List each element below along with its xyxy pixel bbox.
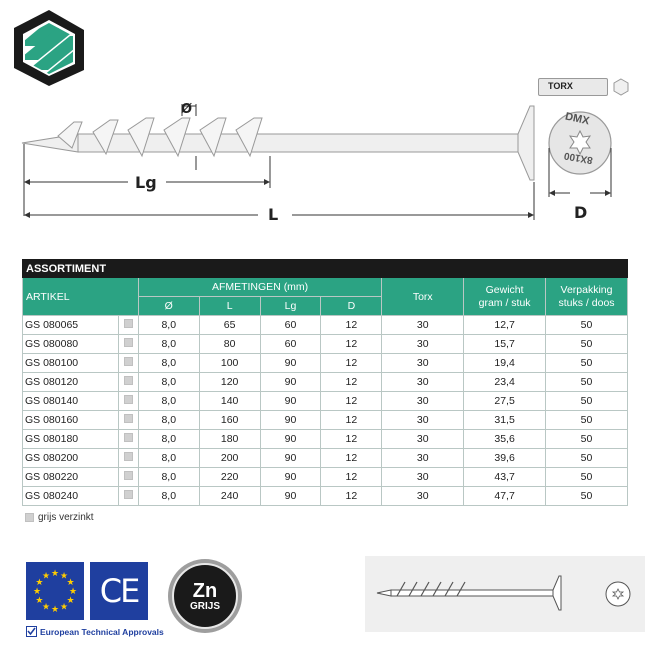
weight-cell: 39,6 xyxy=(464,449,546,468)
col-afmetingen: AFMETINGEN (mm) xyxy=(138,278,382,297)
eu-star-icon: ★ xyxy=(35,596,44,606)
zn-badge-inner xyxy=(172,563,238,629)
finish-cell xyxy=(118,411,138,430)
diameter-cell: 8,0 xyxy=(138,354,199,373)
packaging-cell: 50 xyxy=(546,373,628,392)
packaging-cell: 50 xyxy=(546,430,628,449)
finish-cell xyxy=(118,392,138,411)
torx-cell: 30 xyxy=(382,487,464,506)
diameter-cell: 8,0 xyxy=(138,335,199,354)
lg-cell: 90 xyxy=(260,468,321,487)
d-label: D xyxy=(574,203,588,222)
packaging-cell: 50 xyxy=(546,354,628,373)
eu-flag-icon xyxy=(26,562,84,620)
diameter-cell: 8,0 xyxy=(138,449,199,468)
weight-cell: 27,5 xyxy=(464,392,546,411)
diameter-cell: 8,0 xyxy=(138,392,199,411)
zn-label: Zn xyxy=(192,579,218,602)
l-cell: 160 xyxy=(199,411,260,430)
col-artikel: ARTIKEL xyxy=(23,278,139,316)
table-title-row xyxy=(23,260,628,278)
art-cell: GS 080100 xyxy=(23,354,119,373)
packaging-cell: 50 xyxy=(546,468,628,487)
art-cell: GS 080200 xyxy=(23,449,119,468)
grey-square-icon xyxy=(124,452,133,461)
torx-cell: 30 xyxy=(382,392,464,411)
d-cell: 12 xyxy=(321,487,382,506)
lg-cell: 60 xyxy=(260,316,321,335)
table-row xyxy=(23,335,628,354)
diameter-cell: 8,0 xyxy=(138,468,199,487)
table-row xyxy=(23,373,628,392)
grey-square-icon xyxy=(124,376,133,385)
packaging-cell: 50 xyxy=(546,487,628,506)
table-row xyxy=(23,316,628,335)
l-cell: 240 xyxy=(199,487,260,506)
table-row xyxy=(23,354,628,373)
torx-cell: 30 xyxy=(382,468,464,487)
l-cell: 180 xyxy=(199,430,260,449)
diameter-cell: 8,0 xyxy=(138,411,199,430)
table-row xyxy=(23,449,628,468)
l-cell: 120 xyxy=(199,373,260,392)
torx-bit-label: TORX xyxy=(548,81,573,91)
eu-star-icon: ★ xyxy=(59,602,69,613)
l-cell: 220 xyxy=(199,468,260,487)
packaging-cell: 50 xyxy=(546,392,628,411)
d-cell: 12 xyxy=(321,316,382,335)
eta-label: European Technical Approvals xyxy=(40,626,164,637)
head-mark-top: DMX xyxy=(564,110,591,128)
l-cell: 80 xyxy=(199,335,260,354)
torx-cell: 30 xyxy=(382,316,464,335)
d-cell: 12 xyxy=(321,411,382,430)
verpakking-label: Verpakking xyxy=(560,283,613,296)
grey-square-icon xyxy=(124,319,133,328)
table-row xyxy=(23,487,628,506)
lg-cell: 90 xyxy=(260,449,321,468)
eu-star-icon: ★ xyxy=(50,569,60,579)
eu-star-icon: ★ xyxy=(66,578,75,588)
lg-cell: 60 xyxy=(260,335,321,354)
weight-cell: 23,4 xyxy=(464,373,546,392)
diameter-label: Ø xyxy=(181,102,193,117)
art-cell: GS 080240 xyxy=(23,487,119,506)
finish-cell xyxy=(118,449,138,468)
d-cell: 12 xyxy=(321,430,382,449)
lg-label: Lg xyxy=(135,173,157,192)
grey-square-icon xyxy=(25,513,34,522)
torx-cell: 30 xyxy=(382,449,464,468)
table-title: ASSORTIMENT xyxy=(23,260,628,278)
col-torx: Torx xyxy=(382,278,464,316)
screw-head-preview-icon xyxy=(604,580,632,608)
col-gewicht xyxy=(464,278,546,316)
art-cell: GS 080140 xyxy=(23,392,119,411)
screw-preview-icon xyxy=(375,570,565,616)
packaging-cell: 50 xyxy=(546,411,628,430)
d-cell: 12 xyxy=(321,354,382,373)
lg-cell: 90 xyxy=(260,430,321,449)
hex-icon xyxy=(612,78,630,96)
table-row xyxy=(23,392,628,411)
zn-badge xyxy=(168,559,242,633)
legend-finish: grijs verzinkt xyxy=(38,512,94,523)
grey-square-icon xyxy=(124,433,133,442)
eu-star-icon: ★ xyxy=(41,602,51,613)
ce-label: CE xyxy=(99,572,139,610)
l-cell: 200 xyxy=(199,449,260,468)
eu-star-icon: ★ xyxy=(68,587,78,597)
art-cell: GS 080220 xyxy=(23,468,119,487)
weight-cell: 12,7 xyxy=(464,316,546,335)
torx-cell: 30 xyxy=(382,430,464,449)
art-cell: GS 080180 xyxy=(23,430,119,449)
grey-square-icon xyxy=(124,471,133,480)
col-l: L xyxy=(199,297,260,316)
eu-star-icon: ★ xyxy=(66,596,75,606)
finish-cell xyxy=(118,373,138,392)
gewicht-label: Gewicht xyxy=(485,283,524,296)
table-row xyxy=(23,468,628,487)
legend-note xyxy=(25,512,94,523)
finish-cell xyxy=(118,335,138,354)
lg-cell: 90 xyxy=(260,411,321,430)
torx-cell: 30 xyxy=(382,373,464,392)
packaging-cell: 50 xyxy=(546,335,628,354)
lg-cell: 90 xyxy=(260,487,321,506)
torx-cell: 30 xyxy=(382,335,464,354)
diameter-cell: 8,0 xyxy=(138,430,199,449)
finish-cell xyxy=(118,468,138,487)
lg-cell: 90 xyxy=(260,373,321,392)
finish-cell xyxy=(118,354,138,373)
eu-star-icon: ★ xyxy=(41,571,51,582)
finish-cell xyxy=(118,487,138,506)
weight-cell: 43,7 xyxy=(464,468,546,487)
diameter-cell: 8,0 xyxy=(138,316,199,335)
eu-star-icon: ★ xyxy=(35,578,44,588)
packaging-cell: 50 xyxy=(546,449,628,468)
eu-star-icon: ★ xyxy=(50,605,60,615)
torx-cell: 30 xyxy=(382,411,464,430)
packaging-cell: 50 xyxy=(546,316,628,335)
weight-cell: 47,7 xyxy=(464,487,546,506)
art-cell: GS 080120 xyxy=(23,373,119,392)
weight-cell: 35,6 xyxy=(464,430,546,449)
l-cell: 65 xyxy=(199,316,260,335)
col-lg: Lg xyxy=(260,297,321,316)
l-cell: 100 xyxy=(199,354,260,373)
verpakking-unit: stuks / doos xyxy=(558,296,615,309)
table-row xyxy=(23,411,628,430)
head-mark-bottom: 8X100 xyxy=(563,149,594,166)
d-cell: 12 xyxy=(321,335,382,354)
d-cell: 12 xyxy=(321,392,382,411)
table-row xyxy=(23,430,628,449)
finish-cell xyxy=(118,316,138,335)
eta-badge xyxy=(26,626,164,637)
l-label: L xyxy=(268,205,279,224)
torx-cell: 30 xyxy=(382,354,464,373)
eu-star-icon: ★ xyxy=(59,571,69,582)
diameter-cell: 8,0 xyxy=(138,373,199,392)
weight-cell: 19,4 xyxy=(464,354,546,373)
d-cell: 12 xyxy=(321,449,382,468)
ce-mark xyxy=(90,562,148,620)
lg-cell: 90 xyxy=(260,354,321,373)
grey-square-icon xyxy=(124,357,133,366)
art-cell: GS 080080 xyxy=(23,335,119,354)
gewicht-unit: gram / stuk xyxy=(478,296,531,309)
d-cell: 12 xyxy=(321,373,382,392)
assortment-table xyxy=(22,259,628,506)
eu-star-icon: ★ xyxy=(32,587,42,597)
d-cell: 12 xyxy=(321,468,382,487)
l-cell: 140 xyxy=(199,392,260,411)
art-cell: GS 080065 xyxy=(23,316,119,335)
weight-cell: 31,5 xyxy=(464,411,546,430)
col-diameter: Ø xyxy=(138,297,199,316)
grey-square-icon xyxy=(124,395,133,404)
grey-square-icon xyxy=(124,490,133,499)
finish-cell xyxy=(118,430,138,449)
col-verpakking xyxy=(546,278,628,316)
art-cell: GS 080160 xyxy=(23,411,119,430)
col-d: D xyxy=(321,297,382,316)
weight-cell: 15,7 xyxy=(464,335,546,354)
grey-square-icon xyxy=(124,338,133,347)
brand-logo xyxy=(8,6,90,88)
table-header-row-1 xyxy=(23,278,628,297)
diameter-cell: 8,0 xyxy=(138,487,199,506)
checkbox-icon xyxy=(26,626,37,637)
grey-square-icon xyxy=(124,414,133,423)
lg-cell: 90 xyxy=(260,392,321,411)
zn-sub: GRIJS xyxy=(189,600,220,612)
